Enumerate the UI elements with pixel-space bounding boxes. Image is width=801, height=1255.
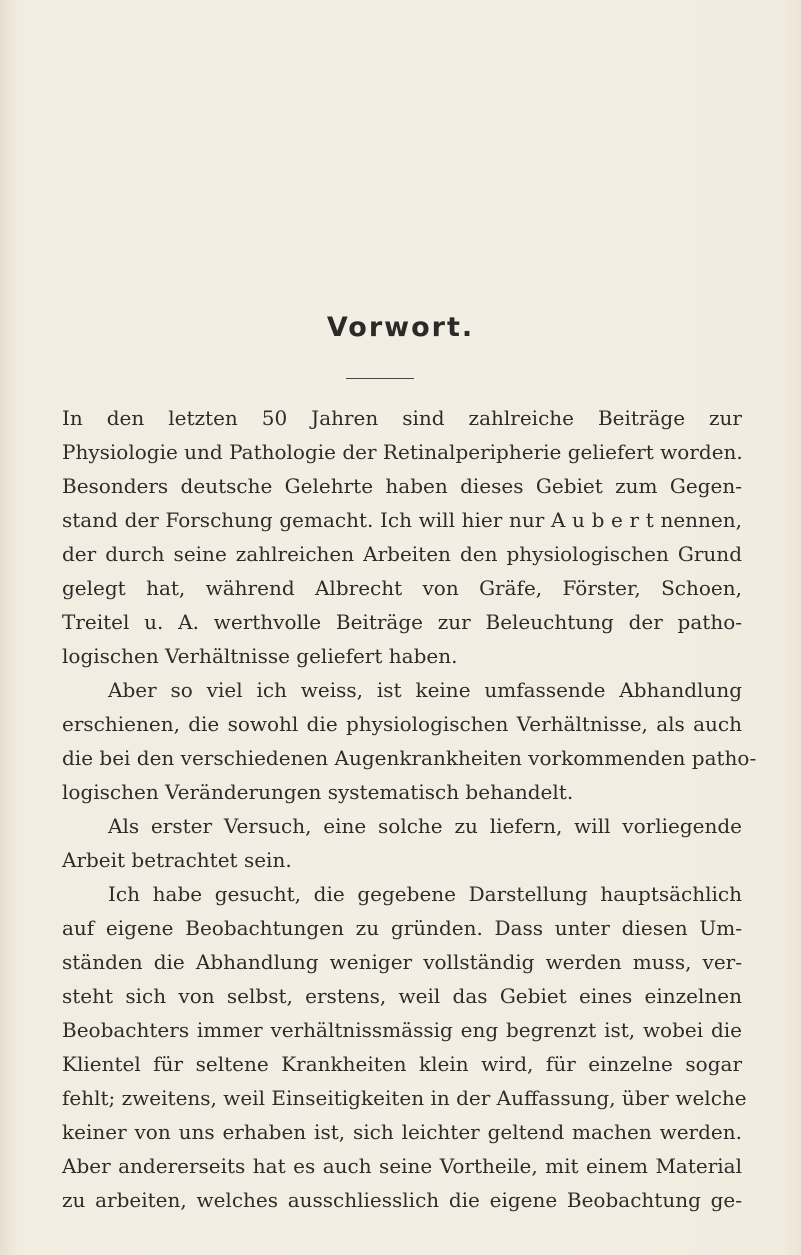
page-title: Vorwort. bbox=[326, 312, 475, 343]
text-line: der durch seine zahlreichen Arbeiten den physiologischen Grund bbox=[62, 542, 742, 566]
text-line: Treitel u. A. werthvolle Beiträge zur Beleuchtung der patho- bbox=[62, 610, 742, 634]
text-line: fehlt; zweitens, weil Einseitigkeiten in der Auffassung, über welche bbox=[62, 1086, 747, 1110]
text-line: gelegt hat, während Albrecht von Gräfe, Förster, Schoen, bbox=[62, 576, 742, 600]
text-line: Aber andererseits hat es auch seine Vortheile, mit einem Material bbox=[62, 1154, 742, 1178]
text-line: erschienen, die sowohl die physiologischen Verhältnisse, als auch bbox=[62, 712, 742, 736]
text-line: zu arbeiten, welches ausschliesslich die eigene Beobachtung ge- bbox=[62, 1188, 742, 1212]
text-line: Aber so viel ich weiss, ist keine umfassende Abhandlung bbox=[108, 678, 742, 702]
text-line: Beobachters immer verhältnissmässig eng begrenzt ist, wobei die bbox=[62, 1018, 742, 1042]
text-line: Arbeit betrachtet sein. bbox=[62, 848, 292, 872]
text-line: keiner von uns erhaben ist, sich leichter geltend machen werden. bbox=[62, 1120, 742, 1144]
text-line: Als erster Versuch, eine solche zu liefern, will vorliegende bbox=[108, 814, 742, 838]
text-line: Ich habe gesucht, die gegebene Darstellung hauptsächlich bbox=[108, 882, 742, 906]
text-line: logischen Veränderungen systematisch behandelt. bbox=[62, 780, 574, 804]
text-line: logischen Verhältnisse geliefert haben. bbox=[62, 644, 458, 668]
text-line: Physiologie und Pathologie der Retinalperipherie geliefert worden. bbox=[62, 440, 743, 464]
text-line: In den letzten 50 Jahren sind zahlreiche Beiträge zur bbox=[62, 406, 742, 430]
text-line: ständen die Abhandlung weniger vollständig werden muss, ver- bbox=[62, 950, 742, 974]
text-line: stand der Forschung gemacht. Ich will hier nur A u b e r t nennen, bbox=[62, 508, 742, 532]
text-line: Klientel für seltene Krankheiten klein wird, für einzelne sogar bbox=[62, 1052, 742, 1076]
text-line: Besonders deutsche Gelehrte haben dieses Gebiet zum Gegen- bbox=[62, 474, 742, 498]
text-line: die bei den verschiedenen Augenkrankheiten vorkommenden patho- bbox=[62, 746, 757, 770]
text-line: steht sich von selbst, erstens, weil das Gebiet eines einzelnen bbox=[62, 984, 742, 1008]
text-line: auf eigene Beobachtungen zu gründen. Dass unter diesen Um- bbox=[62, 916, 742, 940]
title-divider bbox=[346, 378, 414, 379]
